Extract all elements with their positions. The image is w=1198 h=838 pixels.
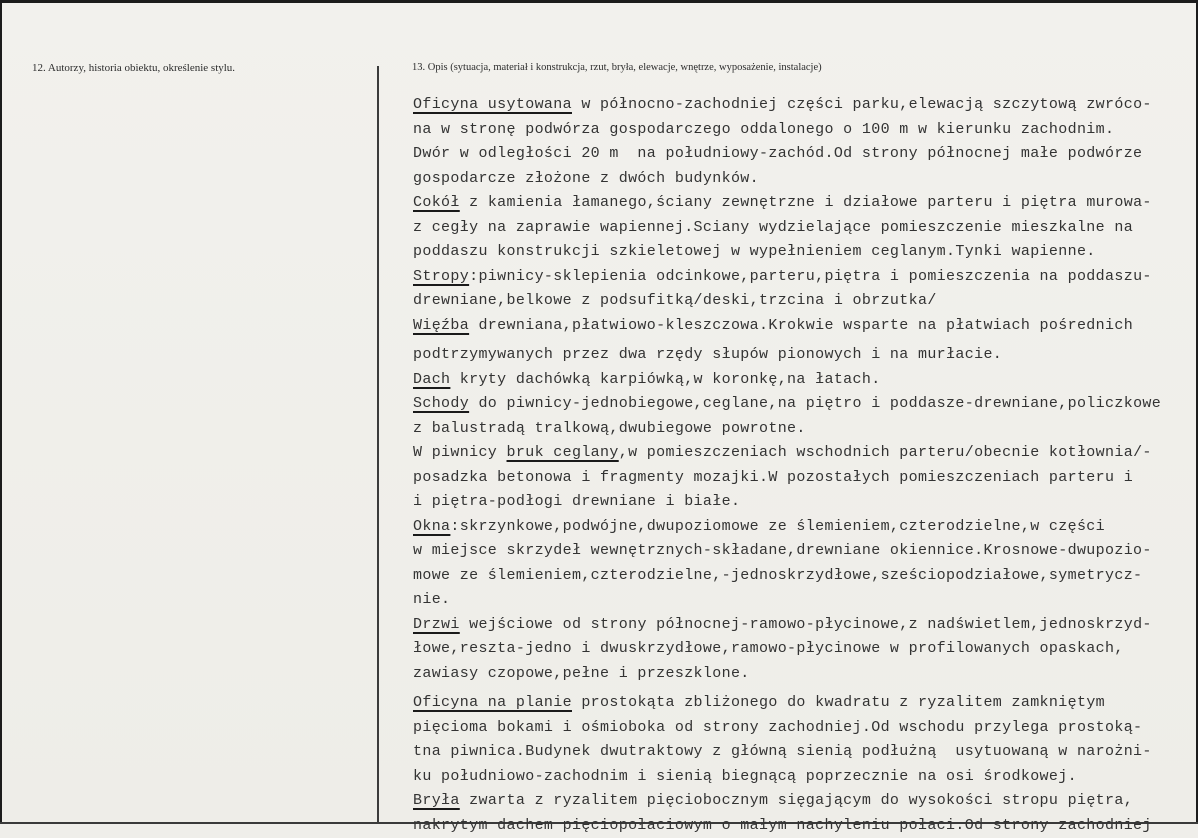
text-line: [413, 740, 1198, 765]
underlined-heading: bruk ceglany: [507, 444, 619, 461]
text-line: [413, 240, 1198, 265]
text-line: [413, 691, 1198, 716]
line-text: do piwnicy-jednobiegowe,ceglane,na piętro i poddasze-drewniane,policzkowe: [469, 395, 1161, 412]
line-text: drewniana,płatwiowo-kleszczowa.Krokwie wsparte na płatwiach pośrednich: [469, 317, 1133, 334]
text-line: [413, 191, 1198, 216]
line-text: pięcioma bokami i ośmioboka od strony zachodniej.Od wschodu przylega prostoką-: [413, 719, 1142, 736]
text-line: [413, 814, 1198, 838]
text-line: [413, 662, 1198, 687]
underlined-heading: Stropy: [413, 268, 469, 285]
text-line: [413, 564, 1198, 589]
line-text: mowe ze ślemieniem,czterodzielne,-jednoskrzydłowe,sześciopodziałowe,symetrycz-: [413, 567, 1142, 584]
text-line: [413, 765, 1198, 790]
text-line: [413, 289, 1198, 314]
text-line: [413, 441, 1198, 466]
underlined-heading: Oficyna na planie: [413, 694, 572, 711]
text-line: [413, 490, 1198, 515]
line-text: Dwór w odległości 20 m na południowy-zachód.Od strony północnej małe podwórze: [413, 145, 1142, 162]
text-line: [413, 789, 1198, 814]
description-text: [413, 93, 1198, 838]
text-line: [413, 343, 1198, 368]
text-line: [413, 515, 1198, 540]
line-text: posadzka betonowa i fragmenty mozajki.W pozostałych pomieszczeniach parteru i: [413, 469, 1133, 486]
text-line: [413, 265, 1198, 290]
line-prefix: W piwnicy: [413, 444, 507, 461]
underlined-heading: Bryła: [413, 792, 460, 809]
underlined-heading: Schody: [413, 395, 469, 412]
underlined-heading: Cokół: [413, 194, 460, 211]
line-text: wejściowe od strony północnej-ramowo-płycinowe,z nadświetlem,jednoskrzyd-: [460, 616, 1152, 633]
text-line: [413, 588, 1198, 613]
line-text: :piwnicy-sklepienia odcinkowe,parteru,piętra i pomieszczenia na poddaszu-: [469, 268, 1152, 285]
line-text: zawiasy czopowe,pełne i przeszklone.: [413, 665, 750, 682]
line-text: z kamienia łamanego,ściany zewnętrzne i działowe parteru i piętra murowa-: [460, 194, 1152, 211]
line-text: i piętra-podłogi drewniane i białe.: [413, 493, 740, 510]
line-text: :skrzynkowe,podwójne,dwupoziomowe ze ślemieniem,czterodzielne,w części: [450, 518, 1105, 535]
text-line: [413, 216, 1198, 241]
line-text: z balustradą tralkową,dwubiegowe powrotne.: [413, 420, 806, 437]
text-line: [413, 93, 1198, 118]
line-text: ,w pomieszczeniach wschodnich parteru/obecnie kotłownia/-: [619, 444, 1152, 461]
text-line: [413, 142, 1198, 167]
text-line: [413, 637, 1198, 662]
text-line: [413, 118, 1198, 143]
line-text: gospodarcze złożone z dwóch budynków.: [413, 170, 759, 187]
line-text: nie.: [413, 591, 450, 608]
line-text: w miejsce skrzydeł wewnętrznych-składane,drewniane okiennice.Krosnowe-dwupozio-: [413, 542, 1152, 559]
line-text: poddaszu konstrukcji szkieletowej w wypełnieniem ceglanym.Tynki wapienne.: [413, 243, 1096, 260]
column-divider: [377, 66, 379, 824]
underlined-heading: Drzwi: [413, 616, 460, 633]
line-text: na w stronę podwórza gospodarczego oddalonego o 100 m w kierunku zachodnim.: [413, 121, 1114, 138]
line-text: w północno-zachodniej części parku,elewacją szczytową zwróco-: [572, 96, 1152, 113]
text-line: [413, 613, 1198, 638]
underlined-heading: Oficyna usytowana: [413, 96, 572, 113]
text-line: [413, 314, 1198, 339]
text-line: [413, 466, 1198, 491]
line-text: zwarta z ryzalitem pięciobocznym sięgającym do wysokości stropu piętra,: [460, 792, 1133, 809]
text-line: [413, 167, 1198, 192]
frame-left-border: [0, 0, 2, 824]
line-text: drewniane,belkowe z podsufitką/deski,trzcina i obrzutka/: [413, 292, 937, 309]
line-text: podtrzymywanych przez dwa rzędy słupów pionowych i na murłacie.: [413, 346, 1002, 363]
field-12-label: 12. Autorzy, historia obiektu, określenie stylu.: [32, 62, 235, 74]
text-line: [413, 716, 1198, 741]
frame-top-border: [0, 0, 1198, 3]
line-text: kryty dachówką karpiówką,w koronkę,na łatach.: [450, 371, 880, 388]
text-line: [413, 417, 1198, 442]
text-line: [413, 368, 1198, 393]
line-text: prostokąta zbliżonego do kwadratu z ryzalitem zamkniętym: [572, 694, 1105, 711]
underlined-heading: Dach: [413, 371, 450, 388]
line-text: z cegły na zaprawie wapiennej.Sciany wydzielające pomieszczenie mieszkalne na: [413, 219, 1133, 236]
line-text: nakrytym dachem pięciopołaciowym o małym nachyleniu połaci.Od strony zachodniej: [413, 817, 1152, 834]
underlined-heading: Okna: [413, 518, 450, 535]
field-13-label: 13. Opis (sytuacja, materiał i konstrukcja, rzut, bryła, elewacje, wnętrze, wyposażenie, instalacje): [412, 62, 822, 73]
underlined-heading: Więźba: [413, 317, 469, 334]
line-text: tna piwnica.Budynek dwutraktowy z główną sienią podłużną usytuowaną w narożni-: [413, 743, 1152, 760]
line-text: ku południowo-zachodnim i sienią biegnącą poprzecznie na osi środkowej.: [413, 768, 1077, 785]
text-line: [413, 539, 1198, 564]
text-line: [413, 392, 1198, 417]
line-text: łowe,reszta-jedno i dwuskrzydłowe,ramowo-płycinowe w profilowanych opaskach,: [413, 640, 1124, 657]
